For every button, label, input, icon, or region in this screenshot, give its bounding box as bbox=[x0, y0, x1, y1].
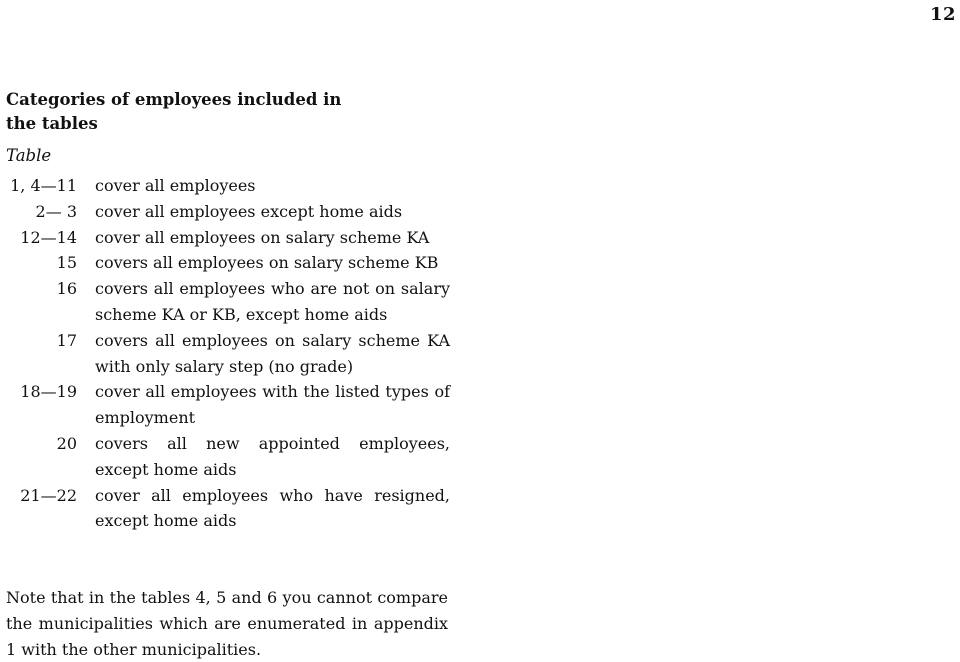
table-numbers: 18—19 bbox=[20, 382, 77, 402]
category-description: cover all employees on salary scheme KA bbox=[95, 227, 430, 247]
table-numbers: 12—14 bbox=[20, 227, 77, 247]
list-item bbox=[0, 199, 460, 225]
category-description: cover all employees except home aids bbox=[95, 201, 403, 221]
table-column-label: Table bbox=[6, 146, 52, 165]
list-item bbox=[0, 225, 460, 251]
table-numbers: 16 bbox=[56, 279, 77, 299]
section-heading-line-2: the tables bbox=[6, 114, 98, 133]
category-description: covers all employees on salary scheme KB bbox=[95, 253, 439, 273]
category-description: cover all employees bbox=[95, 176, 256, 195]
table-numbers: 2— 3 bbox=[35, 201, 77, 221]
page-number: 12 bbox=[929, 4, 956, 25]
category-description: covers all employees who are not on salary scheme KA or KB, except home aids bbox=[95, 279, 450, 324]
category-description: covers all employees on salary scheme KA with only salary step (no grade) bbox=[95, 330, 450, 376]
category-description: cover all employees with the listed types of employment bbox=[95, 382, 450, 428]
list-item bbox=[0, 431, 460, 483]
category-description: covers all new appointed employees, except home aids bbox=[95, 433, 450, 479]
list-item bbox=[0, 483, 460, 535]
section-heading bbox=[6, 88, 341, 136]
table-numbers: 17 bbox=[56, 330, 77, 350]
category-description: cover all employees who have resigned, except home aids bbox=[95, 485, 450, 531]
table-numbers: 15 bbox=[56, 253, 77, 273]
list-item bbox=[0, 173, 460, 199]
list-item bbox=[0, 250, 460, 276]
table-numbers: 1, 4—11 bbox=[10, 176, 77, 195]
category-list bbox=[0, 173, 460, 534]
table-numbers: 21—22 bbox=[20, 485, 77, 505]
list-item bbox=[0, 379, 460, 431]
list-item bbox=[0, 328, 460, 380]
list-item bbox=[0, 276, 460, 328]
table-numbers: 20 bbox=[56, 433, 77, 453]
section-heading-line-1: Categories of employees included in bbox=[6, 90, 342, 109]
footnote: Note that in the tables 4, 5 and 6 you cannot compare the municipalities which are enumerated in appendix 1 with the other municipalities. bbox=[6, 588, 448, 659]
